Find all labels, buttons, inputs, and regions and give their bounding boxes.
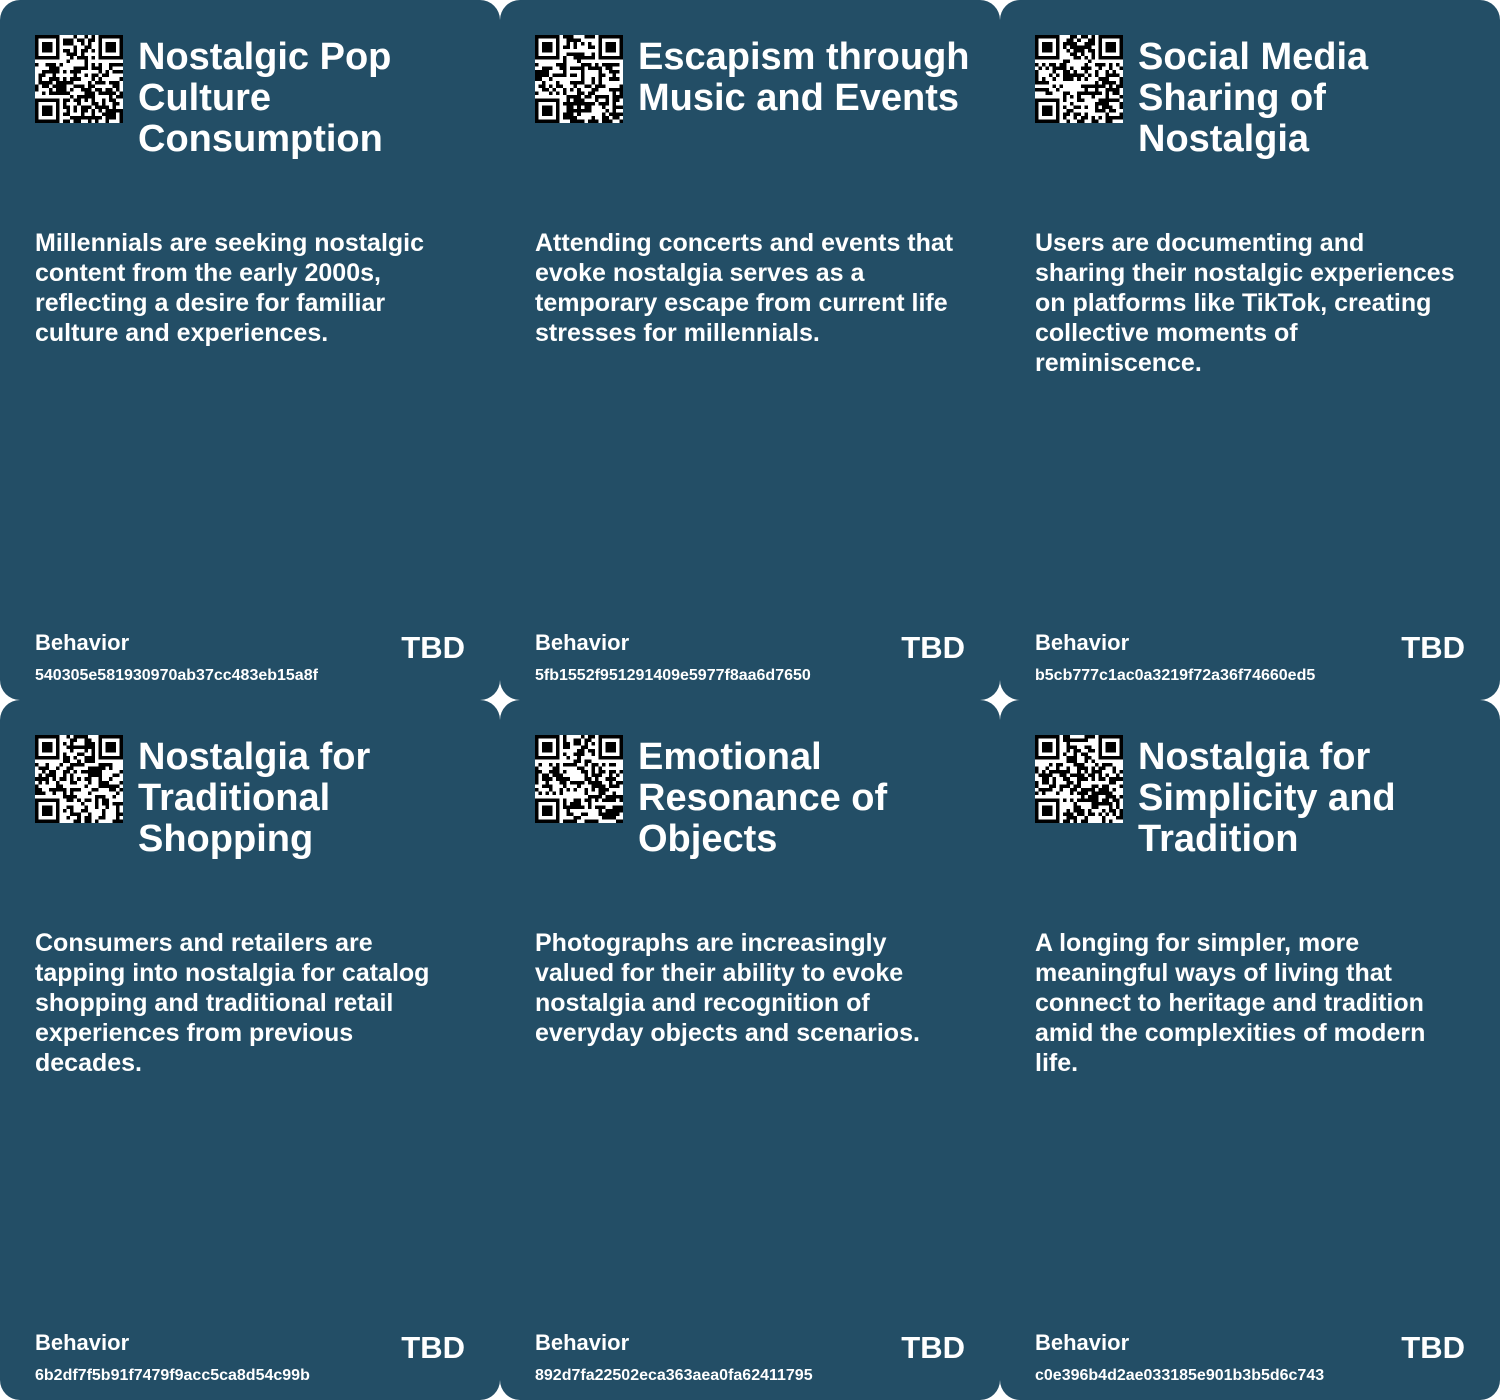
card-id: 540305e581930970ab37cc483eb15a8f — [35, 667, 318, 684]
card-category: Behavior — [35, 1330, 130, 1355]
qr-code-icon[interactable] — [535, 735, 623, 823]
card-title: Nostalgia for Traditional Shopping — [138, 736, 371, 860]
card-description: Users are documenting and sharing their nostalgic experiences on platforms like TikTok, creating collective moments of reminiscence. — [1035, 229, 1455, 377]
card-description: Millennials are seeking nostalgic content from the early 2000s, reflecting a desire for familiar culture and experiences. — [35, 229, 425, 347]
card-description: Photographs are increasingly valued for their ability to evoke nostalgia and recognition of everyday objects and scenarios. — [535, 929, 920, 1047]
trend-card[interactable] — [500, 0, 1000, 700]
card-status: TBD — [1401, 1330, 1465, 1365]
card-status: TBD — [1401, 630, 1465, 665]
card-status: TBD — [401, 1330, 465, 1365]
trend-card[interactable] — [500, 700, 1000, 1400]
card-description: Consumers and retailers are tapping into nostalgia for catalog shopping and traditional retail experiences from previous decades. — [35, 929, 430, 1077]
card-id: 892d7fa22502eca363aea0fa62411795 — [535, 1367, 813, 1384]
card-status: TBD — [401, 630, 465, 665]
trend-card[interactable] — [0, 0, 500, 700]
qr-code-icon[interactable] — [535, 35, 623, 123]
card-description: A longing for simpler, more meaningful ways of living that connect to heritage and tradition amid the complexities of modern life. — [1035, 929, 1426, 1077]
card-category: Behavior — [1035, 1330, 1130, 1355]
card-category: Behavior — [535, 1330, 630, 1355]
qr-code-icon[interactable] — [1035, 735, 1123, 823]
card-category: Behavior — [1035, 630, 1130, 655]
trend-card[interactable] — [1000, 700, 1500, 1400]
card-title: Nostalgic Pop Culture Consumption — [138, 36, 392, 160]
card-title: Nostalgia for Simplicity and Tradition — [1138, 736, 1396, 860]
card-description: Attending concerts and events that evoke nostalgia serves as a temporary escape from current life stresses for millennials. — [535, 229, 954, 347]
card-category: Behavior — [535, 630, 630, 655]
qr-code-icon[interactable] — [1035, 35, 1123, 123]
card-id: b5cb777c1ac0a3219f72a36f74660ed5 — [1035, 667, 1316, 684]
qr-code-icon[interactable] — [35, 735, 123, 823]
trend-card[interactable] — [0, 700, 500, 1400]
card-id: 5fb1552f951291409e5977f8aa6d7650 — [535, 667, 811, 684]
card-title: Social Media Sharing of Nostalgia — [1138, 36, 1369, 160]
card-status: TBD — [901, 630, 965, 665]
card-category: Behavior — [35, 630, 130, 655]
qr-code-icon[interactable] — [35, 35, 123, 123]
trend-card[interactable] — [1000, 0, 1500, 700]
card-id: 6b2df7f5b91f7479f9acc5ca8d54c99b — [35, 1367, 310, 1384]
card-id: c0e396b4d2ae033185e901b3b5d6c743 — [1035, 1367, 1325, 1384]
card-title: Emotional Resonance of Objects — [638, 736, 888, 860]
card-status: TBD — [901, 1330, 965, 1365]
card-title: Escapism through Music and Events — [638, 36, 970, 119]
